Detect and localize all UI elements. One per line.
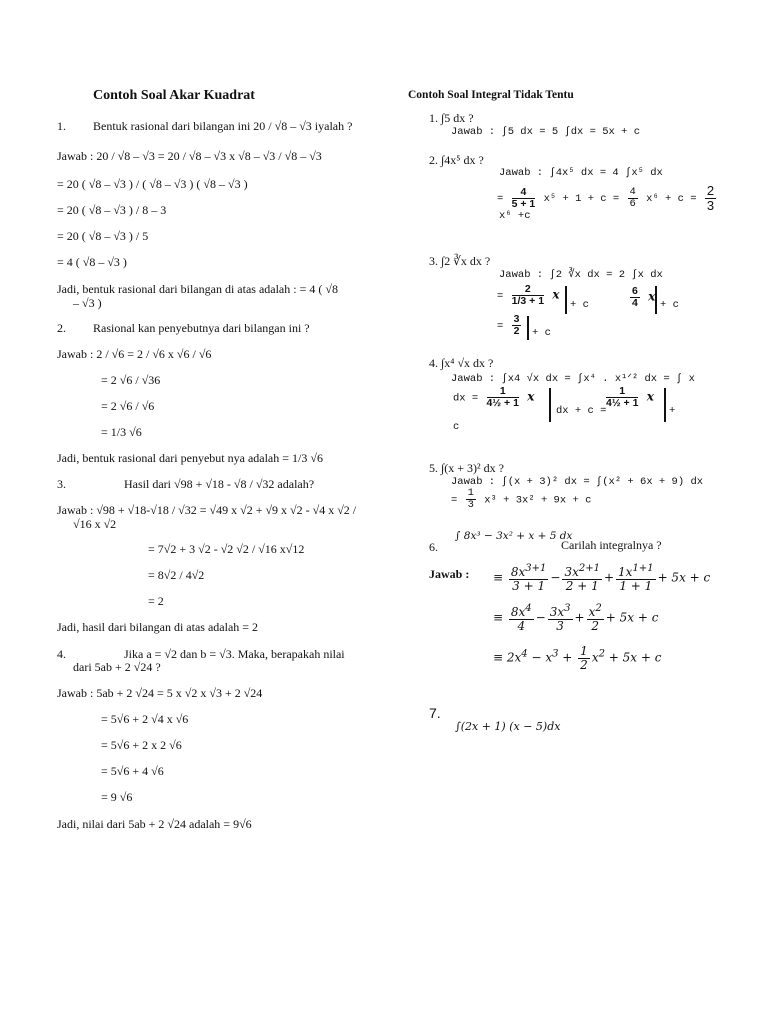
question-text: Jika a = √2 dan b = √3. Maka, berapakah nilai (124, 647, 345, 661)
answer-line: = 2 √6 / √6 (101, 399, 155, 413)
fraction (606, 386, 638, 409)
denominator: 2 (513, 325, 520, 338)
question-number: 7. (429, 705, 441, 721)
integral-answer: Jawab : ∫2 ∛x dx = 2 ∫x dx (499, 269, 663, 281)
integral-question: 5. ∫(x + 3)² dx ? (429, 461, 504, 475)
denominator: 4½ + 1 (486, 397, 519, 410)
fraction (512, 284, 544, 307)
solution-step: ≡ $2x^4 - x^3$ + $\frac{1}{2}$ $x^2 + 5x + c$ (493, 644, 662, 672)
expression-text: dx + c = (556, 405, 607, 417)
answer-line: = 9 √6 (101, 790, 133, 804)
question-text: Bentuk rasional dari bilangan ini 20 / √8 – √3 iyalah ? (93, 119, 353, 133)
integral-question: 2. ∫4x⁵ dx ? (429, 153, 484, 167)
question-number: 4. (57, 647, 66, 661)
integral-answer-fraction-line (453, 386, 534, 409)
denominator: 4 (632, 297, 638, 310)
solution-step: ≡ $\frac{8x^{3+1}}{3 + 1}$ − $\frac{3x^{2+1}}{2 + 1}$ + $\frac{1x^{1+1}}{1 + 1}$ + 5x + c (493, 563, 711, 593)
answer-line: = 5√6 + 2 √4 x √6 (101, 712, 189, 726)
numerator: 6 (632, 285, 638, 297)
page-title-left: Contoh Soal Akar Kuadrat (93, 88, 255, 103)
expression-text: x³ + 3x² + 9x + c (484, 494, 592, 507)
evaluation-bar (655, 286, 657, 314)
expression-text: + (669, 405, 676, 417)
integral-answer-fraction (628, 286, 655, 309)
conclusion-line: Jadi, bentuk rasional dari bilangan di atas adalah : = 4 ( √8 (57, 282, 338, 296)
constant-term: + c (660, 299, 679, 311)
constant-term: + c (570, 299, 589, 311)
integral-question: 1. ∫5 dx ? (429, 111, 474, 125)
denominator: 3 (467, 499, 474, 512)
answer-line: = 4 ( √8 – √3 ) (57, 255, 127, 269)
question-text: dari 5ab + 2 √24 ? (73, 660, 161, 674)
equals-sign: = (497, 192, 504, 205)
conclusion-line: Jadi, nilai dari 5ab + 2 √24 adalah = 9√6 (57, 817, 252, 831)
fraction (512, 187, 536, 210)
integral-expression: ∫(2x + 1) (x − 5)dx (455, 720, 561, 733)
question-text: Hasil dari √98 + √18 - √8 / √32 adalah? (124, 477, 315, 491)
fraction (466, 488, 476, 511)
evaluation-bar (664, 388, 666, 422)
variable-x: x (527, 389, 535, 404)
answer-line: = 7√2 + 3 √2 - √2 √2 / √16 x√12 (148, 542, 305, 556)
variable-x: x (646, 389, 654, 404)
constant-term: + c (532, 327, 551, 339)
expression-text: dx = (453, 392, 479, 405)
integral-answer-fraction-line: = $\frac{3}{2}$ (497, 313, 520, 338)
question-text: Rasional kan penyebutnya dari bilangan ini ? (93, 321, 310, 335)
numerator: 4 (512, 187, 536, 199)
answer-line: = 5√6 + 2 x 2 √6 (101, 738, 182, 752)
answer-line: = 20 ( √8 – √3 ) / ( √8 – √3 ) ( √8 – √3 ) (57, 177, 248, 191)
numerator: 1 (487, 386, 519, 398)
fraction (705, 184, 716, 212)
numerator: 4 (629, 185, 636, 198)
integral-answer-fraction-line: = $\frac{2}{1/3 + 1}$ x (497, 283, 560, 308)
denominator: 1/3 + 1 (511, 295, 545, 308)
question-number: 6. (429, 540, 438, 554)
integral-answer-fraction (604, 386, 654, 409)
answer-line: Jawab : 20 / √8 – √3 = 20 / √8 – √3 x √8 – √3 / √8 – √3 (57, 149, 322, 163)
answer-line: = 5√6 + 4 √6 (101, 764, 164, 778)
answer-line: = 2 √6 / √36 (101, 373, 161, 387)
integral-answer-fraction-line (497, 184, 718, 212)
denominator: 6 (629, 197, 636, 210)
answer-line: = 1/3 √6 (101, 425, 142, 439)
question-number: 2. (57, 321, 66, 335)
integral-answer: Jawab : ∫5 dx = 5 ∫dx = 5x + c (451, 126, 641, 138)
conclusion-line: Jadi, hasil dari bilangan di atas adalah = 2 (57, 620, 259, 634)
numerator: 1 (467, 487, 474, 499)
answer-line: = 2 (148, 594, 164, 608)
integral-answer: x⁶ +c (499, 210, 531, 222)
evaluation-bar (527, 316, 529, 340)
integral-answer: Jawab : ∫x4 √x dx = ∫x⁴ . x¹ᐟ² dx = ∫ x (451, 373, 695, 385)
expression-text: x⁵ + 1 + c = (543, 192, 620, 205)
variable-x: x (648, 289, 656, 304)
constant-term: c (453, 421, 460, 433)
fraction (487, 386, 519, 409)
denominator: 4½ + 1 (606, 397, 639, 410)
question-text: Carilah integralnya ? (561, 538, 662, 552)
answer-line: Jawab : 5ab + 2 √24 = 5 x √2 x √3 + 2 √24 (57, 686, 263, 700)
answer-line: Jawab : 2 / √6 = 2 / √6 x √6 / √6 (57, 347, 212, 361)
integral-expression: ∫ 8x³ − 3x² + x + 5 dx (455, 530, 573, 542)
answer-line: = 8√2 / 4√2 (148, 568, 205, 582)
denominator: 5 + 1 (511, 197, 536, 210)
answer-line: Jawab : √98 + √18-√18 / √32 = √49 x √2 + √9 x √2 - √4 x √2 / (57, 503, 357, 517)
question-number: 1. (57, 119, 66, 133)
integral-question: 4. ∫x⁴ √x dx ? (429, 356, 494, 370)
conclusion-line: – √3 ) (73, 296, 102, 310)
numerator: 1 (606, 386, 638, 398)
solution-step: ≡ $\frac{8x^4}{4}$ − $\frac{3x^3}{3}$ + $\frac{x^2}{2}$ + 5x + c (493, 603, 659, 633)
answer-line: √16 x √2 (73, 517, 117, 531)
answer-line: = 20 ( √8 – √3 ) / 8 – 3 (57, 203, 167, 217)
denominator: 3 (706, 197, 715, 213)
numerator: 2 (512, 284, 544, 296)
integral-answer-fraction-line: = $\frac{1}{3}$ x³ + 3x² + 9x + c (451, 487, 592, 512)
fraction (630, 286, 640, 309)
expression-text: x⁶ + c = (646, 192, 697, 205)
page-title-right: Contoh Soal Integral Tidak Tentu (408, 89, 574, 101)
numerator: 3 (513, 313, 520, 325)
numerator: 2 (706, 183, 715, 198)
evaluation-bar (549, 388, 551, 422)
question-number: 3. (57, 477, 66, 491)
variable-x: x (552, 287, 560, 302)
evaluation-bar (565, 286, 567, 314)
fraction (512, 314, 522, 337)
integral-answer: Jawab : ∫(x + 3)² dx = ∫(x² + 6x + 9) dx (451, 476, 704, 488)
fraction (628, 187, 638, 210)
equivalence-sign: ≡ (493, 570, 504, 585)
conclusion-line: Jadi, bentuk rasional dari penyebut nya adalah = 1/3 √6 (57, 451, 323, 465)
integral-answer: Jawab : ∫4x⁵ dx = 4 ∫x⁵ dx (499, 167, 663, 179)
answer-line: = 20 ( √8 – √3 ) / 5 (57, 229, 149, 243)
equivalence-sign: ≡ (493, 610, 504, 625)
answer-label: Jawab : (429, 567, 470, 581)
equivalence-sign: ≡ (493, 650, 504, 665)
integral-question: 3. ∫2 ∛x dx ? (429, 254, 491, 268)
